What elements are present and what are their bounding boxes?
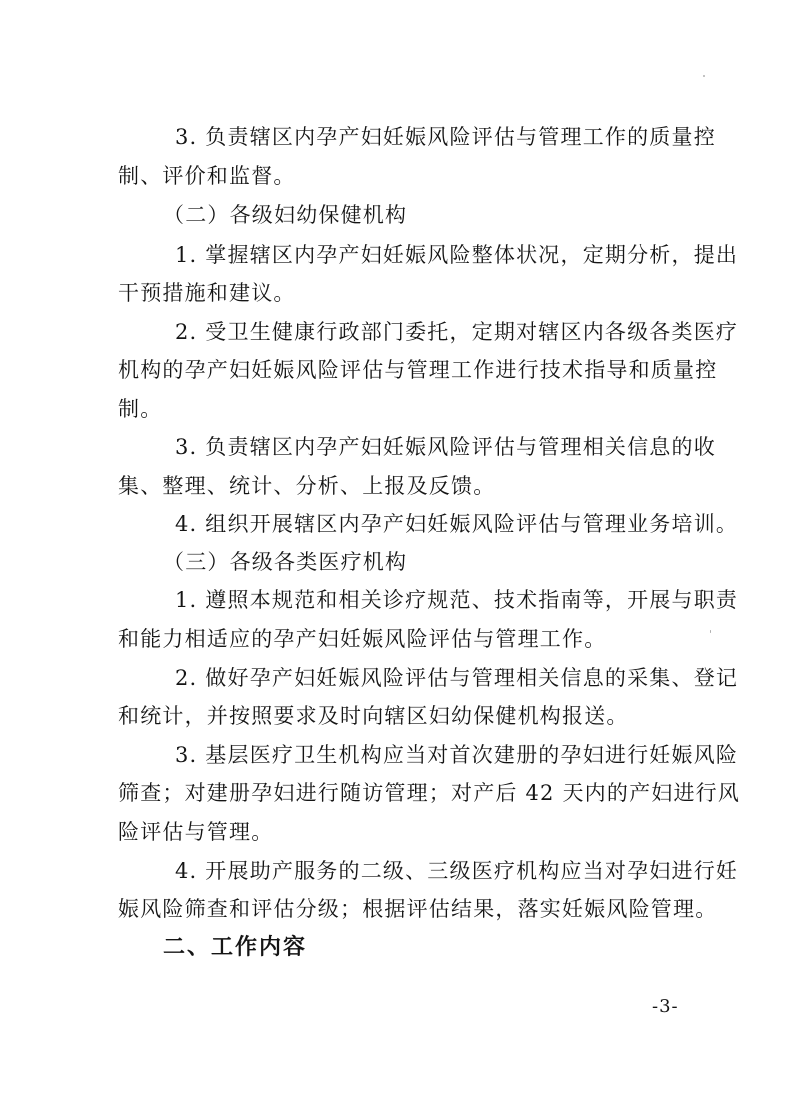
text-line: 3. 负责辖区内孕产妇妊娠风险评估与管理相关信息的收 bbox=[175, 435, 716, 459]
text-line: 制。 bbox=[118, 397, 163, 421]
text-line: 集、整理、统计、分析、上报及反馈。 bbox=[118, 474, 496, 498]
text-line: 制、评价和监督。 bbox=[118, 164, 296, 188]
text-line: 1. 掌握辖区内孕产妇妊娠风险整体状况，定期分析，提出 bbox=[175, 243, 739, 267]
text-line: 和能力相适应的孕产妇妊娠风险评估与管理工作。 bbox=[118, 627, 607, 651]
scan-speck bbox=[710, 630, 711, 633]
text-line: 2. 做好孕产妇妊娠风险评估与管理相关信息的采集、登记 bbox=[175, 666, 739, 690]
page-number: -3- bbox=[652, 996, 679, 1017]
section-heading: （二）各级妇幼保健机构 bbox=[163, 203, 408, 227]
text-line: 险评估与管理。 bbox=[118, 820, 274, 844]
text-line: 1. 遵照本规范和相关诊疗规范、技术指南等，开展与职责 bbox=[175, 588, 739, 612]
text-line: 4. 组织开展辖区内孕产妇妊娠风险评估与管理业务培训。 bbox=[175, 512, 739, 536]
text-line: 和统计，并按照要求及时向辖区妇幼保健机构报送。 bbox=[118, 704, 629, 728]
text-line: 3. 负责辖区内孕产妇妊娠风险评估与管理工作的质量控 bbox=[175, 125, 716, 149]
text-line: 筛查；对建册孕妇进行随访管理；对产后 42 天内的产妇进行风 bbox=[118, 781, 741, 805]
text-line: 机构的孕产妇妊娠风险评估与管理工作进行技术指导和质量控 bbox=[118, 358, 718, 382]
text-line: 4. 开展助产服务的二级、三级医疗机构应当对孕妇进行妊 bbox=[175, 859, 739, 883]
text-line: 娠风险筛查和评估分级；根据评估结果，落实妊娠风险管理。 bbox=[118, 897, 718, 921]
text-line: 干预措施和建议。 bbox=[118, 281, 296, 305]
chapter-heading: 二、工作内容 bbox=[163, 934, 308, 960]
text-line: 2. 受卫生健康行政部门委托，定期对辖区内各级各类医疗 bbox=[175, 320, 739, 344]
text-line: 3. 基层医疗卫生机构应当对首次建册的孕妇进行妊娠风险 bbox=[175, 743, 739, 767]
section-heading: （三）各级各类医疗机构 bbox=[163, 550, 408, 574]
scan-speck bbox=[703, 75, 705, 77]
